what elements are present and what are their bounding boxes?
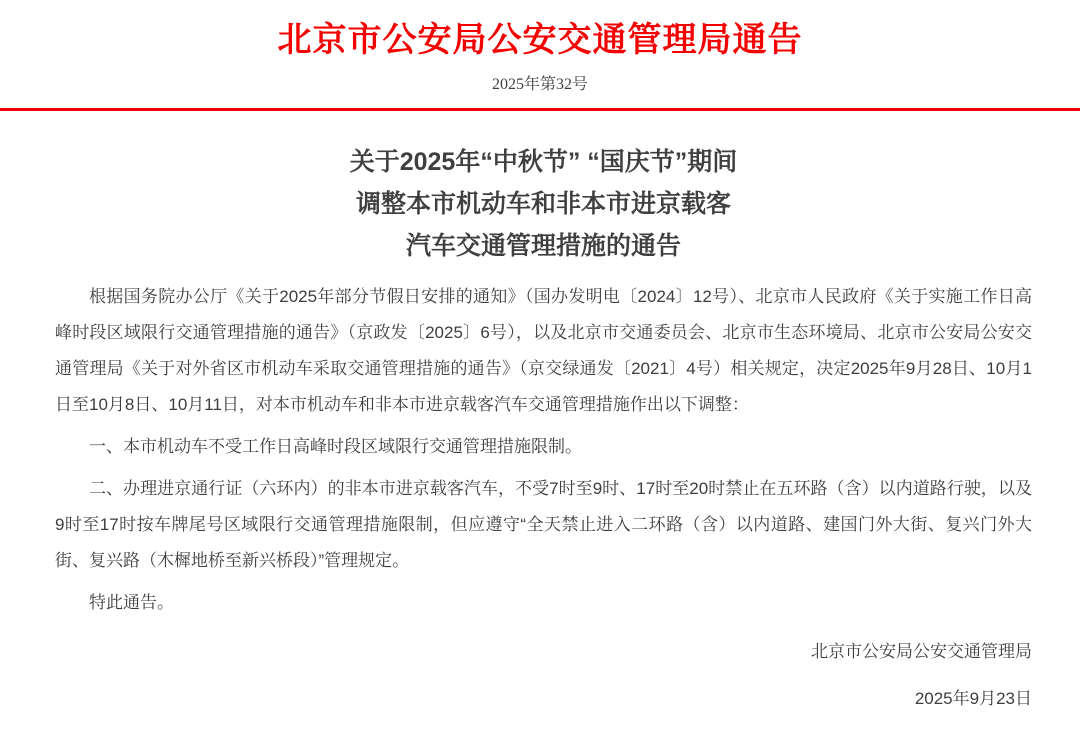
notice-paragraph-item-1: 一、本市机动车不受工作日高峰时段区域限行交通管理措施限制。 (89, 437, 582, 456)
page-header (0, 0, 1080, 95)
notice-paragraph-basis: 根据国务院办公厅《关于2025年部分节假日安排的通知》（国办发明电〔2024〕12号）、北京市人民政府《关于实施工作日高峰时段区域限行交通管理措施的通告》（京政发〔2025〕6号），以及北京市交通委员会、北京市生态环境局、北京市公安局公安交通管理局《关于对外省区市机动车采取交通管理措施的通告》（京交绿通发〔2021〕4号）相关规定，决定2025年9月28日、10月1日至10月8日、10月11日，对本市机动车和非本市进京载客汽车交通管理措施作出以下调整： (55, 287, 1032, 414)
red-divider (0, 108, 1080, 111)
notice-title (55, 141, 1032, 267)
notice-title-line-2: 调整本市机动车和非本市进京载客 (355, 190, 731, 218)
notice-document (0, 141, 1080, 714)
agency-title: 北京市公安局公安交通管理局通告 (277, 21, 803, 59)
notice-paragraph-item-2: 二、办理进京通行证（六环内）的非本市进京载客汽车，不受7时至9时、17时至20时禁止在五环路（含）以内道路行驶，以及9时至17时按车牌尾号区域限行交通管理措施限制，但应遵守“全天禁止进入二环路（含）以内道路、建国门外大街、复兴门外大街、复兴路（木樨地桥至新兴桥段）”管理规定。 (55, 479, 1032, 570)
issuing-authority: 北京市公安局公安交通管理局 (811, 642, 1032, 661)
notice-paragraph-closing: 特此通告。 (89, 593, 174, 612)
notice-title-line-1: 关于2025年“中秋节” “国庆节”期间 (349, 148, 738, 176)
issue-date: 2025年9月23日 (914, 689, 1032, 708)
issue-number: 2025年第32号 (491, 76, 588, 93)
notice-title-line-3: 汽车交通管理措施的通告 (405, 232, 681, 260)
